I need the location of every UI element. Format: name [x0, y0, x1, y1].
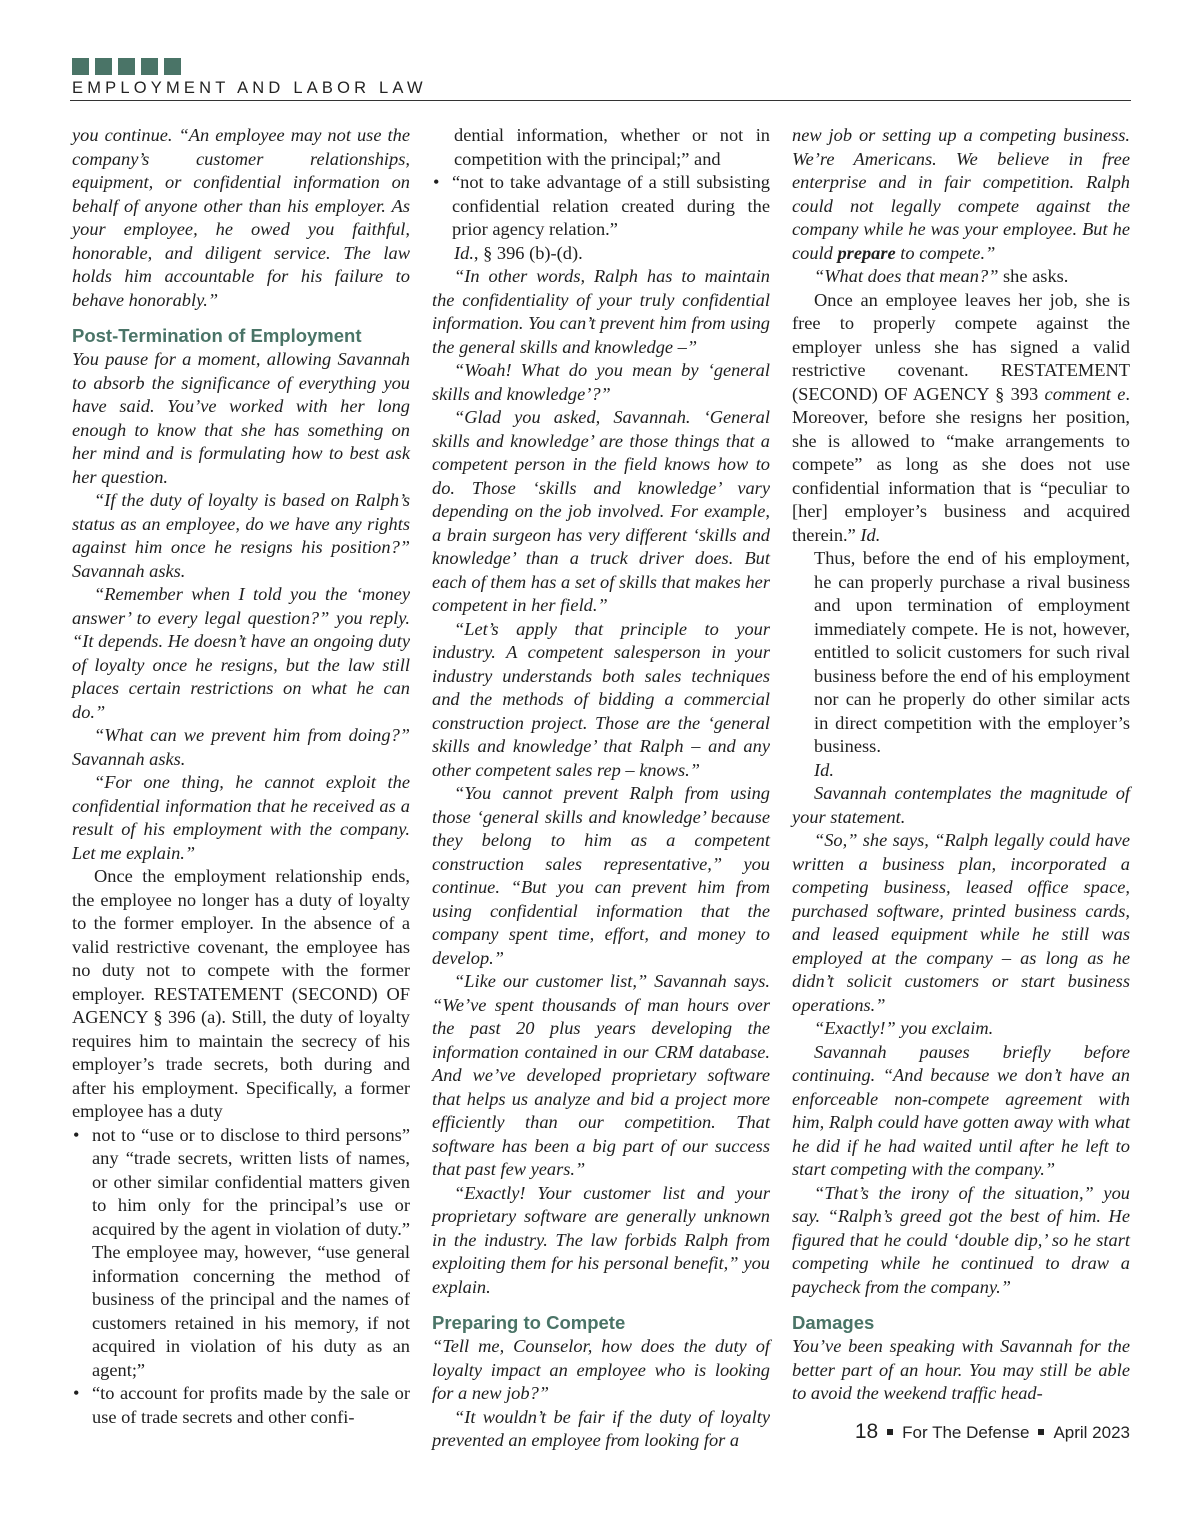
- bullet-list: [432, 171, 770, 242]
- paragraph: “Tell me, Counselor, how does the duty of loyalty impact an employee who is looking for a new job?”: [432, 1336, 770, 1403]
- text: new job or setting up a competing business. We’re Americans. We believe in free enterprise and in fair competition. Ralph could not legally compete against the company while he was your employee. But he could: [792, 125, 1130, 263]
- paragraph: “Woah! What do you mean by ‘general skills and knowledge’?”: [432, 360, 770, 404]
- paragraph: [792, 265, 1130, 289]
- paragraph: You’ve been speaking with Savannah for the better part of an hour. You may still be able to avoid the weekend traffic head-: [792, 1336, 1130, 1403]
- column-1: [72, 124, 410, 1429]
- paragraph: you continue. “An employee may not use the company’s customer relationships, equipment, or confidential information on behalf of anyone other than his employer. As your employee, he owed you faithful, honorable, and diligent service. The law holds him accountable for his failure to behave honorably.”: [72, 125, 410, 310]
- subheading-preparing-to-compete: Preparing to Compete: [432, 1312, 626, 1333]
- column-2: [432, 124, 770, 1453]
- page-number: 18: [854, 1420, 879, 1443]
- separator-dot: [1038, 1429, 1044, 1435]
- bullet-list: [72, 1124, 410, 1430]
- subheading-post-termination: Post-Termination of Employment: [72, 325, 362, 346]
- citation-id: Id.: [454, 242, 474, 263]
- text: . Moreover, before she resigns her position, she is allowed to “make arrangements to compete” as long as she does not use confidential information that is “peculiar to [her] employer’s business and acquired therein.”: [792, 383, 1130, 545]
- header-square: [164, 58, 181, 75]
- list-item: • “to account for profits made by the sale or use of trade secrets and other confi-: [72, 1382, 410, 1429]
- header-square: [141, 58, 158, 75]
- citation-text: , § 396 (b)-(d).: [473, 242, 583, 263]
- header-square: [118, 58, 135, 75]
- paragraph: “In other words, Ralph has to maintain the confidentiality of your truly confidential information. You can’t prevent him from using the general skills and knowledge –”: [432, 266, 770, 357]
- paragraph: “So,” she says, “Ralph legally could have written a business plan, incorporated a competing business, leased office space, purchased software, printed business cards, and leased equipment while he still was employed at the company – as long as he didn’t solicit customers or start business operations.”: [792, 830, 1130, 1015]
- paragraph: “Exactly! Your customer list and your proprietary software are generally unknown in the industry. The law forbids Ralph from exploiting them for his personal benefit,” you explain.: [432, 1182, 770, 1297]
- paragraph: Once the employment relationship ends, the employee no longer has a duty of loyalty to the former employer. In the absence of a valid restrictive covenant, the employee has no duty not to compete with the former employer. RESTATEMENT (SECOND) OF AGENCY § 396 (a). Still, the duty of loyalty requires him to maintain the secrecy of his employer’s trade secrets, both during and after his employment. Specifically, a former employee has a duty: [72, 866, 410, 1121]
- list-item-continuation: dential information, whether or not in competition with the principal;” and: [454, 125, 770, 169]
- paragraph: “Glad you asked, Savannah. ‘General skills and knowledge’ are those things that a competent person in the field knows how to do. Those ‘skills and knowledge’ vary depending on the job involved. For example, a brain surgeon has very different ‘skills and knowledge’ than a truck driver does. But each of them has a set of skills that makes her competent in her field.”: [432, 407, 770, 615]
- header-squares: [72, 58, 181, 75]
- paragraph: “For one thing, he cannot exploit the confidential information that he received as a result of his employment with the company. Let me explain.”: [72, 772, 410, 863]
- paragraph: “That’s the irony of the situation,” you say. “Ralph’s greed got the best of him. He figured that he could ‘double dip,’ so he start competing while he continued to draw a paycheck from the company.”: [792, 1182, 1130, 1297]
- section-title: EMPLOYMENT AND LABOR LAW: [72, 79, 427, 97]
- paragraph: “Remember when I told you the ‘money answer’ to every legal question?” you reply. “It depends. He doesn’t have an ongoing duty of loyalty once he resigns, but the law still places certain restrictions on what he can do.”: [72, 584, 410, 722]
- paragraph: [792, 289, 1130, 548]
- paragraph: “If the duty of loyalty is based on Ralph’s status as an employee, do we have any rights against him once he resigns his position?” Savannah asks.: [72, 490, 410, 581]
- paragraph: “What can we prevent him from doing?” Savannah asks.: [72, 725, 410, 769]
- header-square: [72, 58, 89, 75]
- page-footer: [855, 1420, 1130, 1444]
- paragraph: “It wouldn’t be fair if the duty of loyalty prevented an employee from looking for a: [432, 1406, 770, 1450]
- emphasis: prepare: [837, 242, 896, 263]
- list-item: • “not to take advantage of a still subsisting confidential relation created during the prior agency relation.”: [432, 171, 770, 242]
- header-square: [95, 58, 112, 75]
- publication-name: For The Defense: [902, 1423, 1030, 1442]
- paragraph: Savannah pauses briefly before continuing. “And because we don’t have an enforceable non-compete agreement with him, Ralph could have gotten away with what he did if he had waited until after he left to start competing with the company.”: [792, 1041, 1130, 1179]
- block-quote: Thus, before the end of his employment, he can properly purchase a rival business and upon termination of employment immediately compete. He is not, however, entitled to solicit customers for such rival business before the end of his employment nor can he properly do other similar acts in direct competition with the employer’s business.: [814, 548, 1130, 756]
- text: Once an employee leaves her job, she is free to properly compete against the employer unless she has signed a valid restrictive covenant. RESTATEMENT (SECOND) OF AGENCY § 393: [792, 289, 1130, 404]
- paragraph: You pause for a moment, allowing Savannah to absorb the significance of everything you have said. You’ve worked with her long enough to know that she has something on her mind and is formulating how to best ask her question.: [72, 349, 410, 487]
- header-rule: [70, 100, 1131, 101]
- paragraph: “Exactly!” you exclaim.: [814, 1018, 994, 1038]
- citation-id: Id.: [814, 759, 834, 780]
- column-3: [792, 124, 1130, 1406]
- citation: [432, 242, 770, 266]
- subheading-damages: Damages: [792, 1312, 875, 1333]
- text: comment e: [1044, 383, 1126, 404]
- quote: “What does that mean?”: [814, 266, 999, 286]
- separator-dot: [887, 1429, 893, 1435]
- paragraph: “You cannot prevent Ralph from using those ‘general skills and knowledge’ because they belong to him as a competent construction sales representative,” you continue. “But you can prevent him from using confidential information that the company spent time, effort, and money to develop.”: [432, 783, 770, 968]
- text: to compete.”: [895, 242, 996, 263]
- paragraph: “Let’s apply that principle to your industry. A competent salesperson in your industry understands both sales techniques and the methods of bidding a commercial construction project. Those are the ‘general skills and knowledge’ that Ralph – and any other competent sales rep – knows.”: [432, 618, 770, 780]
- publication-date: April 2023: [1053, 1423, 1130, 1442]
- list-item: • not to “use or to disclose to third persons” any “trade secrets, written lists of names, or other similar confidential matters given to him only for the principal’s use or acquired by the agent in violation of duty.” The employee may, however, “use general information concerning the method of business of the principal and the names of customers retained in his memory, if not acquired in violation of his duty as an agent;”: [72, 1124, 410, 1383]
- text: she asks.: [998, 266, 1069, 286]
- paragraph: [792, 124, 1130, 265]
- citation-id: Id.: [860, 524, 881, 545]
- paragraph: Savannah contemplates the magnitude of your statement.: [792, 783, 1130, 827]
- paragraph: “Like our customer list,” Savannah says. “We’ve spent thousands of man hours over the past 20 plus years developing the information contained in our CRM database. And we’ve developed proprietary software that helps us analyze and bid a project more efficiently than our competition. That software has been a big part of our success that past few years.”: [432, 971, 770, 1179]
